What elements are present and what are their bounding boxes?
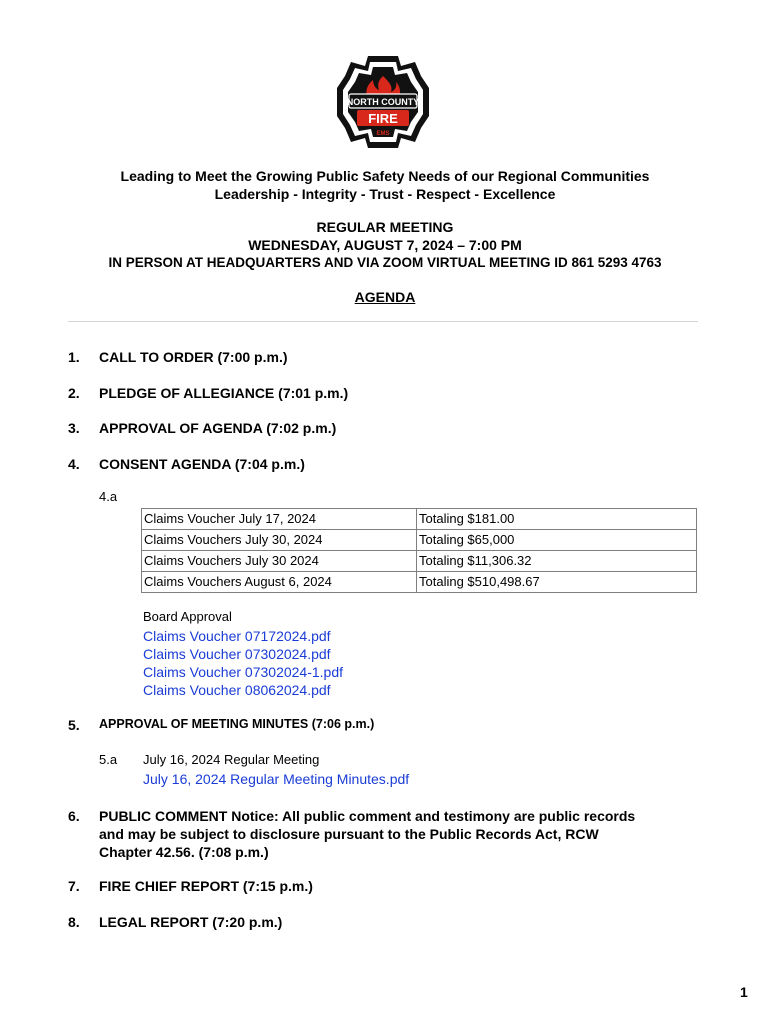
- minutes-meeting-label: July 16, 2024 Regular Meeting: [143, 752, 320, 767]
- tagline: Leading to Meet the Growing Public Safety Needs of our Regional Communities: [120, 168, 650, 184]
- claims-voucher-link[interactable]: Claims Voucher 07302024-1.pdf: [143, 664, 344, 680]
- logo-text-line2: FIRE: [368, 111, 398, 126]
- claims-table: [141, 508, 697, 593]
- north-county-fire-logo: [333, 52, 433, 152]
- table-row: Claims Voucher July 17, 2024 Totaling $181.00: [142, 509, 697, 530]
- meeting-date-time: WEDNESDAY, AUGUST 7, 2024 – 7:00 PM: [248, 237, 522, 253]
- logo-text-line3: EMS: [376, 131, 390, 137]
- meeting-type: REGULAR MEETING: [316, 219, 454, 235]
- consent-sub-label: 4.a: [99, 489, 118, 504]
- table-row: Claims Vouchers July 30 2024 Totaling $11,306.32: [142, 551, 697, 572]
- meeting-location: IN PERSON AT HEADQUARTERS AND VIA ZOOM VIRTUAL MEETING ID 861 5293 4763: [108, 255, 662, 270]
- logo-text-line1: NORTH COUNTY: [346, 97, 420, 107]
- agenda-heading: AGENDA: [354, 289, 416, 305]
- claims-voucher-link[interactable]: Claims Voucher 07172024.pdf: [143, 628, 331, 644]
- minutes-link[interactable]: July 16, 2024 Regular Meeting Minutes.pdf: [143, 771, 410, 787]
- board-approval-label: Board Approval: [143, 609, 232, 624]
- minutes-sub-label: 5.a: [99, 752, 118, 767]
- table-row: Claims Vouchers July 30, 2024 Totaling $65,000: [142, 530, 697, 551]
- claims-voucher-link[interactable]: Claims Voucher 08062024.pdf: [143, 682, 331, 698]
- core-values: Leadership - Integrity - Trust - Respect - Excellence: [214, 186, 556, 202]
- table-row: Claims Vouchers August 6, 2024 Totaling $510,498.67: [142, 572, 697, 593]
- divider: [68, 321, 698, 322]
- claims-voucher-link[interactable]: Claims Voucher 07302024.pdf: [143, 646, 331, 662]
- page-number: 1: [740, 984, 748, 1000]
